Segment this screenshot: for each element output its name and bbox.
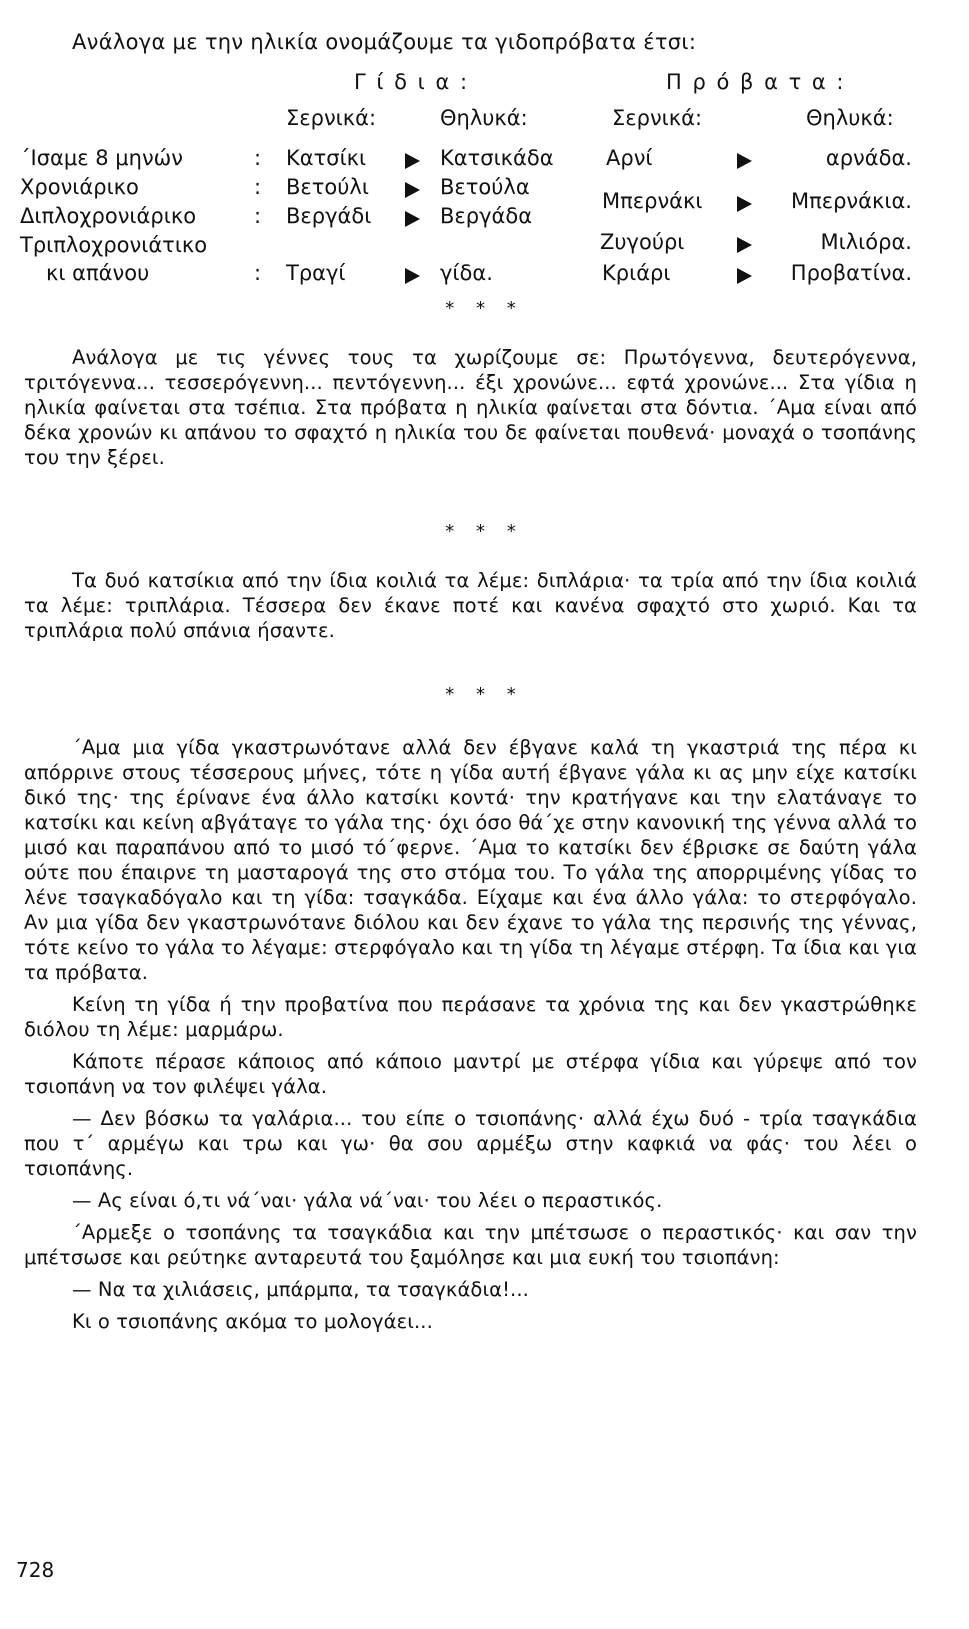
sheep-male-name: Μπερνάκι xyxy=(602,189,703,213)
arrow-icon xyxy=(405,182,420,198)
goat-female-header: Θηλυκά: xyxy=(440,106,528,130)
sheep-male-name: Ζυγούρι xyxy=(600,230,685,254)
page-number: 728 xyxy=(16,1558,55,1582)
story-paragraph: ΄Αρμεξε ο τσοπάνης τα τσαγκάδια και την μπέτσωσε ο περαστικός· και σαν την μπέτσωσε και ρεύτηκε ανταρευτά του ξαμόλησε και μια ευκή του τσιοπάνη: xyxy=(24,1221,917,1269)
sheep-female-name: Προβατίνα. xyxy=(790,261,912,285)
age-label: Τριπλοχρονιάτικο xyxy=(20,233,208,257)
goat-male-name: Κατσίκι xyxy=(286,146,367,170)
story-paragraph: Κι ο τσιοπάνης ακόμα το μολογάει... xyxy=(72,1310,433,1333)
sheep-female-name: Μιλιόρα. xyxy=(820,230,912,254)
row-separator: : xyxy=(254,175,262,199)
paragraph-text: Τα δυό κατσίκια από την ίδια κοιλιά τα λέμε: διπλάρια· τα τρία από την ίδια κοιλιά τα λέμε: τριπλάρια. Τέσσερα δεν έκανε ποτέ και κανένα σφαχτό στο χωριό. Και τα τριπλάρια πολύ σπάνια ήσαντε. xyxy=(24,569,917,642)
story-paragraph: Κάποτε πέρασε κάποιος από κάποιο μαντρί με στέρφα γίδια και γύρεψε από τον τσιοπάνη να τον φιλέψει γάλα. xyxy=(24,1050,917,1098)
sheep-female-name: αρνάδα. xyxy=(825,146,912,170)
sheep-female-header: Θηλυκά: xyxy=(806,106,894,130)
goat-female-name: Κατσικάδα xyxy=(440,146,554,170)
age-label-continued: κι απάνου xyxy=(46,261,150,285)
sheep-male-name: Κριάρι xyxy=(602,261,671,285)
goat-female-name: Βετούλα xyxy=(440,175,530,199)
arrow-icon xyxy=(737,268,752,284)
row-separator: : xyxy=(254,261,262,285)
arrow-icon xyxy=(737,237,752,253)
arrow-icon xyxy=(737,196,752,212)
age-label: Διπλοχρονιάρικο xyxy=(20,204,197,228)
intro-line: Ανάλογα με την ηλικία ονομάζουμε τα γιδοπρόβατα έτσι: xyxy=(72,30,697,54)
sheep-female-name: Μπερνάκια. xyxy=(790,189,912,213)
story-paragraph: ΄Αμα μια γίδα γκαστρωνότανε αλλά δεν έβγανε καλά τη γκαστριά της πέρα κι απόρρινε στους τέσσερους μήνες, τότε η γίδα αυτή έβγανε γάλα κι ας μην είχε κατσίκι δικό της· της έρίνανε ένα άλλο κατσίκι κοντά· την κρατήγανε και την ελατάναγε το κατσίκι και κείνη αβγάταγε το γάλα της· όχι όσο θά΄χε στην κανονική της γέννα αλλά το μισό και παραπάνου από το μισό τό΄φερνε. ΄Αμα το κατσίκι δεν έβρισκε σε δαύτη γάλα ούτε που έπαιρνε τη μασταρογά της στο στόμα του. Το γάλα της απορριμένης γίδας το λένε τσαγκαδόγαλο και τη γίδα: τσαγκάδα. Είχαμε και ένα άλλο γάλα: το στερφόγαλο. Αν μια γίδα δεν γκαστρωνότανε διόλου και δεν έχανε το γάλα της περσινής της γέννας, τότε κείνο το γάλα το λέγαμε: στερφόγαλο και τη γίδα τη λέγαμε στέρφη. Τα ίδια και για τα πρόβατα. xyxy=(24,736,917,984)
age-label: Χρονιάρικο xyxy=(20,175,139,199)
row-separator: : xyxy=(254,204,262,228)
arrow-icon xyxy=(405,268,420,284)
goat-male-name: Βετούλι xyxy=(286,175,369,199)
sheep-male-name: Αρνί xyxy=(606,146,653,170)
section-separator: * * * xyxy=(445,298,524,319)
goat-male-name: Τραγί xyxy=(286,261,346,285)
sheep-male-header: Σερνικά: xyxy=(612,106,703,130)
goat-male-header: Σερνικά: xyxy=(286,106,377,130)
arrow-icon xyxy=(405,153,420,169)
story-section xyxy=(24,735,917,1341)
section-separator: * * * xyxy=(445,684,524,705)
row-separator: : xyxy=(254,146,262,170)
paragraph-twins xyxy=(24,568,917,650)
goat-female-name: γίδα. xyxy=(440,261,493,285)
goats-header: Γ ί δ ι α : xyxy=(354,70,470,94)
arrow-icon xyxy=(737,153,752,169)
story-paragraph: Κείνη τη γίδα ή την προβατίνα που περάσανε τα χρόνια της και δεν γκαστρώθηκε διόλου τη λέμε: μαρμάρω. xyxy=(24,993,917,1041)
dialogue-line: — Ας είναι ό,τι νά΄ναι· γάλα νά΄ναι· του λέει ο περαστικός. xyxy=(72,1189,663,1212)
dialogue-line: — Δεν βόσκω τα γαλάρια... του είπε ο τσιοπάνης· αλλά έχω δυό - τρία τσαγκάδια που τ΄ αρμέγω και τρω και γω· θα σου αρμέξω στην καφκιά να φάς· του λέει ο τσιοπάνης. xyxy=(24,1107,917,1180)
dialogue-line: — Να τα χιλιάσεις, μπάρμπα, τα τσαγκάδια!... xyxy=(72,1278,529,1301)
section-separator: * * * xyxy=(445,521,524,542)
age-label: ΄Ισαμε 8 μηνών xyxy=(20,146,183,170)
goat-male-name: Βεργάδι xyxy=(286,204,372,228)
paragraph-text: Ανάλογα με τις γέννες τους τα χωρίζουμε σε: Πρωτόγεννα, δευτερόγεννα, τριτόγεννα... τεσσερόγεννη... πεντόγεννη... έξι χρονώνε... εφτά χρονώνε... Στα γίδια η ηλικία φαίνεται στα τσέπια. Στα πρόβατα η ηλικία φαίνεται στα δόντια. ΄Αμα είναι από δέκα χρονών κι απάνου το σφαχτό η ηλικία του δε φαίνεται πουθενά· μοναχά ο τσοπάνης του την ξέρει. xyxy=(24,346,917,469)
paragraph-births xyxy=(24,345,917,477)
sheep-header: Π ρ ό β α τ α : xyxy=(666,70,846,94)
goat-female-name: Βεργάδα xyxy=(440,204,533,228)
arrow-icon xyxy=(405,211,420,227)
